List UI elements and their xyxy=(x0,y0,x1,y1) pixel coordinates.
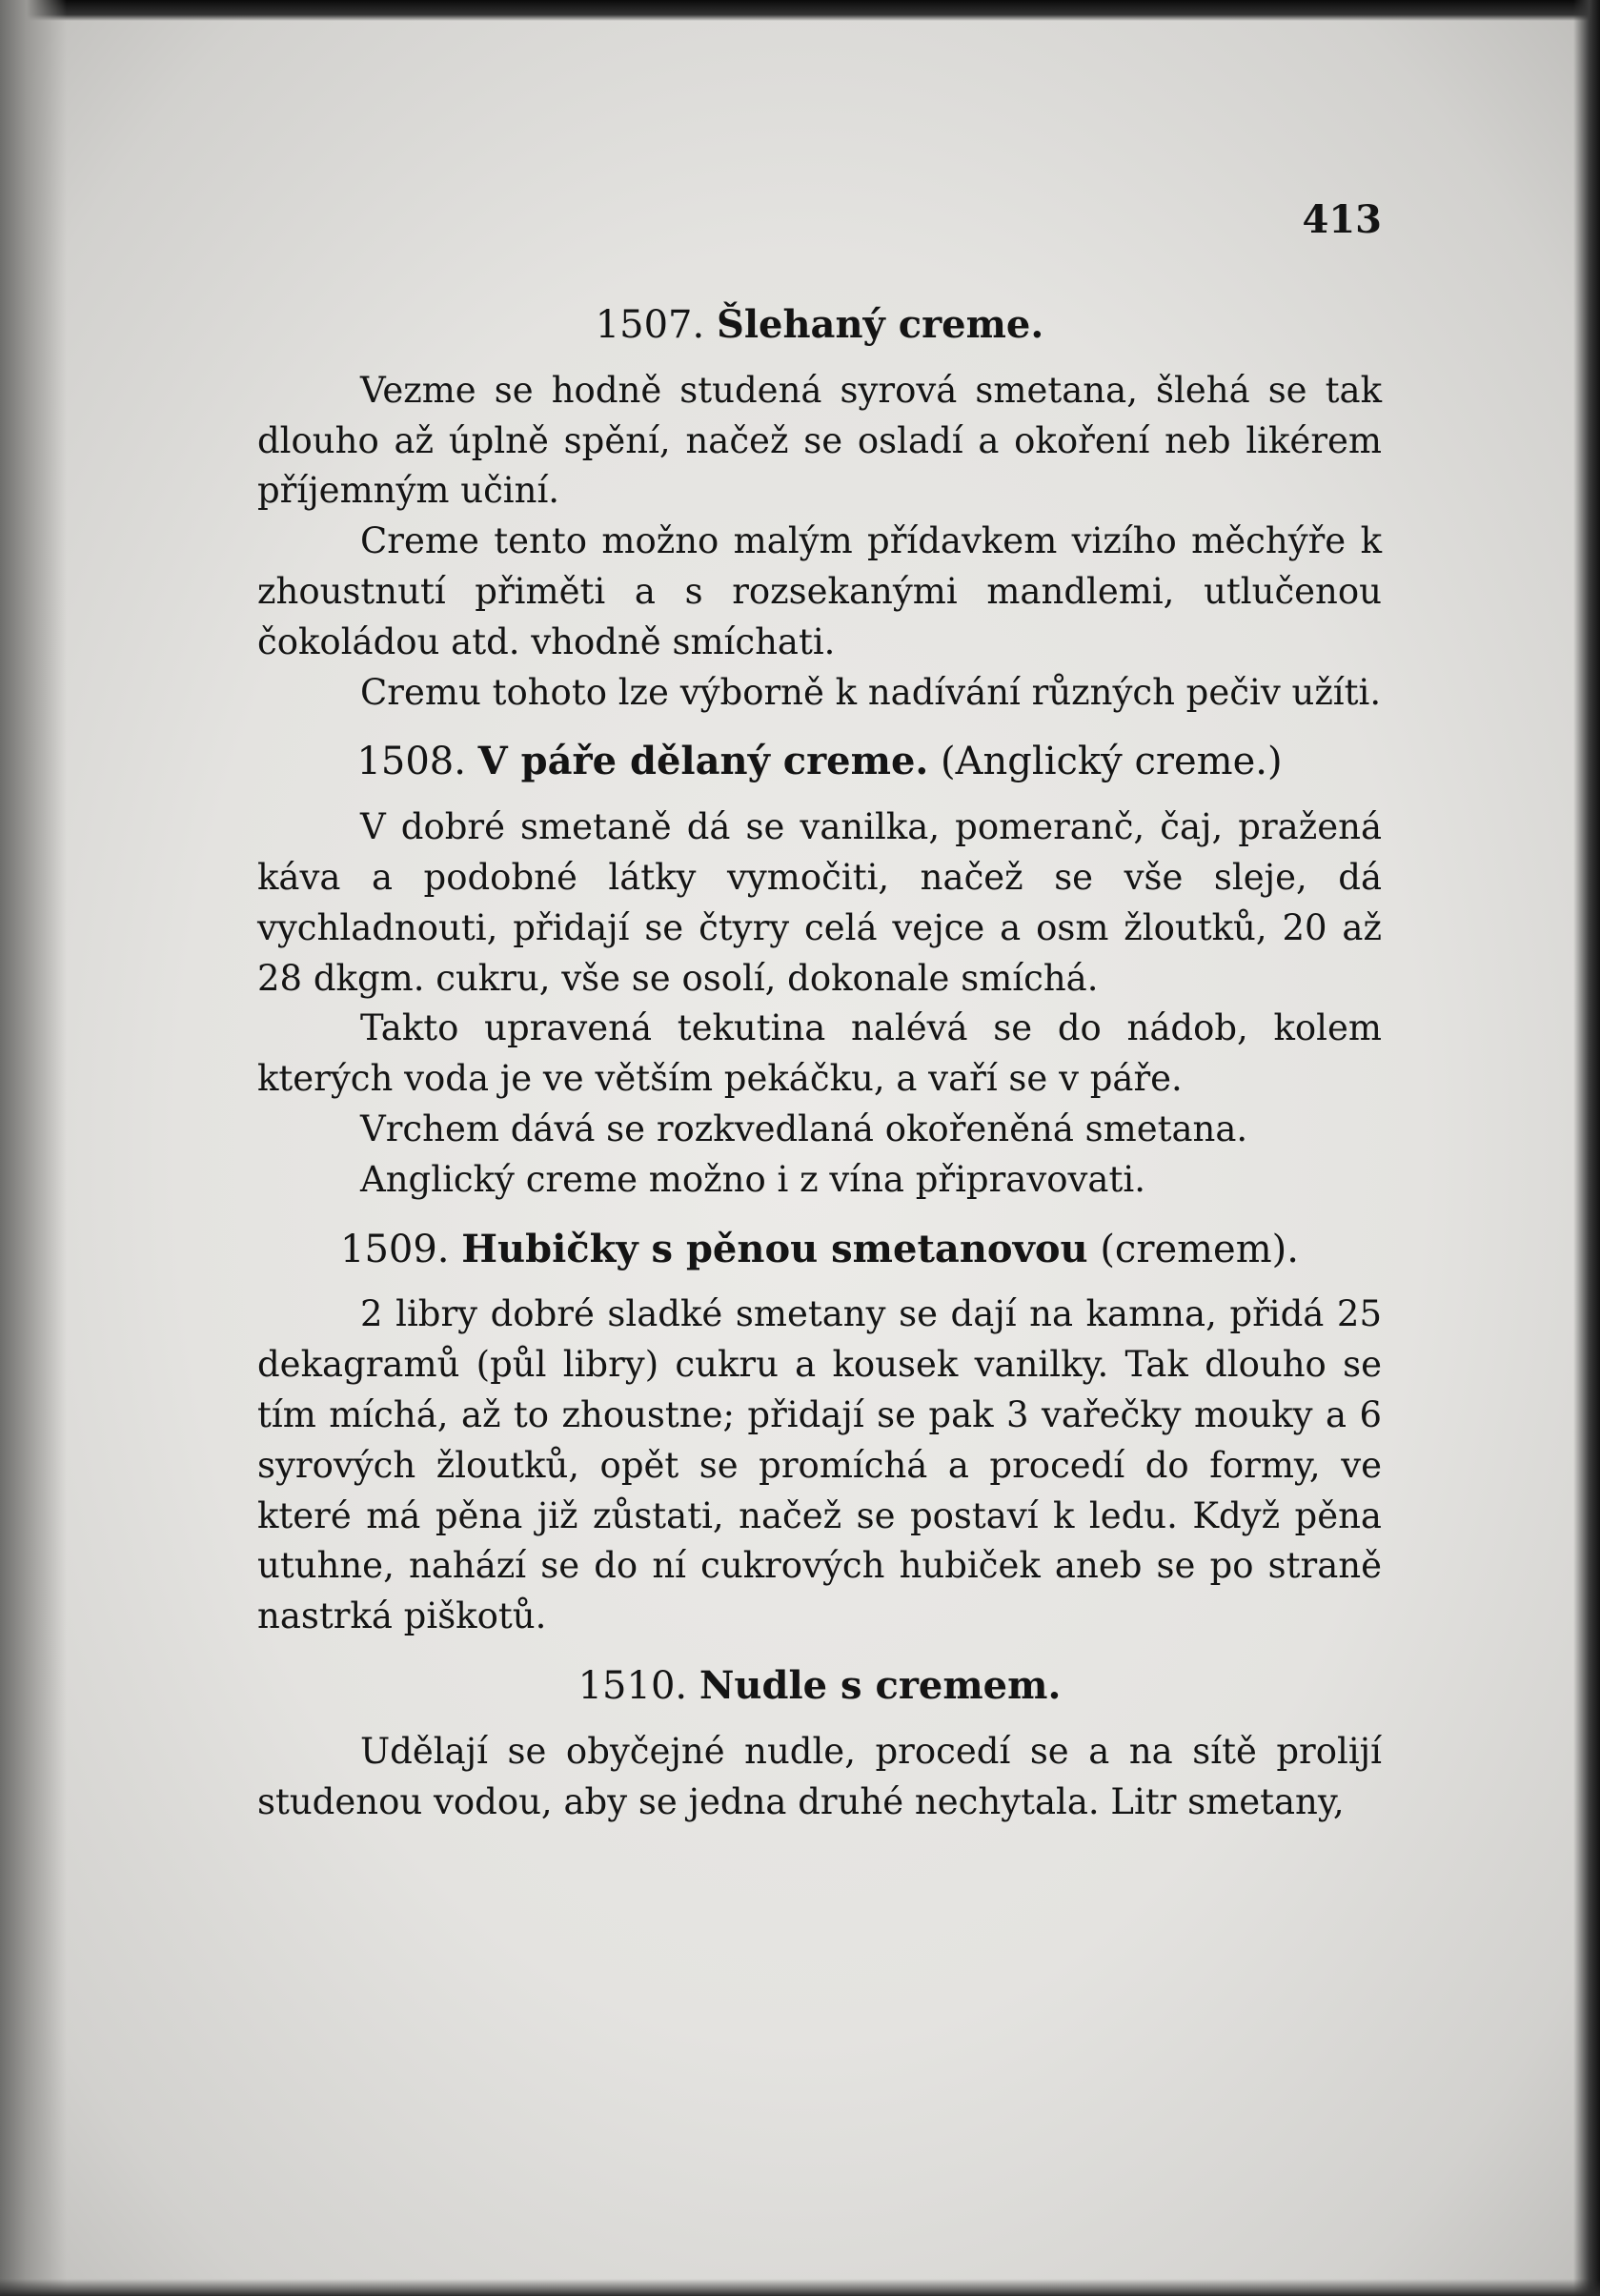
paragraph: V dobré smetaně dá se vanilka, pomeranč, čaj, pražená káva a podobné látky vymočiti, načež se vše sleje, dá vychladnouti, přidají se čtyry celá vejce a osm žloutků, 20 až 28 dkgm. cukru, vše se osolí, dokonale smíchá. xyxy=(257,806,1382,999)
section-title: V páře dělaný creme. xyxy=(477,739,929,784)
scan-edge-bottom xyxy=(0,2279,1600,2296)
section-number: 1508. xyxy=(356,740,466,784)
page-number: 413 xyxy=(1302,197,1382,242)
section-number: 1509. xyxy=(340,1227,450,1271)
section-title: Nudle s cremem. xyxy=(699,1662,1062,1708)
paragraph: Creme tento možno malým přídavkem vizího měchýře k zhoustnutí přiměti a s rozsekanými mandlemi, utlučenou čokoládou atd. vhodně smíchati. xyxy=(257,520,1382,662)
paragraph: 2 libry dobré sladké smetany se dají na kamna, přidá 25 dekagramů (půl libry) cukru a kousek vanilky. Tak dlouho se tím míchá, až to zhoustne; přidají se pak 3 vařečky mouky a 6 syrových žloutků, opět se promíchá a procedí do formy, ve které má pěna již zůstati, načež se postaví k ledu. Když pěna utuhne, nahází se do ní cukrových hubiček aneb se po straně nastrká piškotů. xyxy=(257,1293,1382,1637)
section-heading xyxy=(257,1661,1382,1712)
paragraph: Takto upravená tekutina nalévá se do nádob, kolem kterých voda je ve větším pekáčku, a vaří se v páře. xyxy=(257,1007,1382,1100)
scan-edge-right xyxy=(1573,0,1600,2296)
scan-edge-left xyxy=(0,0,67,2296)
paragraph: Udělají se obyčejné nudle, procedí se a na sítě prolijí studenou vodou, aby se jedna druhé nechytala. Litr smetany, xyxy=(257,1730,1382,1822)
section-title: Šlehaný creme. xyxy=(716,302,1044,347)
section-heading xyxy=(257,300,1382,351)
section-subtitle: (Anglický creme.) xyxy=(941,740,1283,784)
scan-edge-top xyxy=(0,0,1600,21)
paragraph: Cremu tohoto lze výborně k nadívání různých pečiv užíti. xyxy=(360,671,1382,713)
section-number: 1507. xyxy=(595,303,705,347)
paragraph: Vrchem dává se rozkvedlaná okořeněná smetana. xyxy=(360,1107,1248,1149)
section-heading xyxy=(257,737,1382,787)
page-text xyxy=(257,195,1382,1827)
section-title: Hubičky s pěnou smetanovou xyxy=(461,1226,1088,1271)
section-number: 1510. xyxy=(577,1663,688,1708)
paragraph: Anglický creme možno i z vína připravovati. xyxy=(360,1158,1145,1200)
section-subtitle: (cremem). xyxy=(1100,1227,1299,1271)
paragraph: Vezme se hodně studená syrová smetana, šlehá se tak dlouho až úplně spění, načež se osladí a okoření neb likérem příjemným učiní. xyxy=(257,369,1382,512)
section-heading xyxy=(257,1225,1382,1275)
